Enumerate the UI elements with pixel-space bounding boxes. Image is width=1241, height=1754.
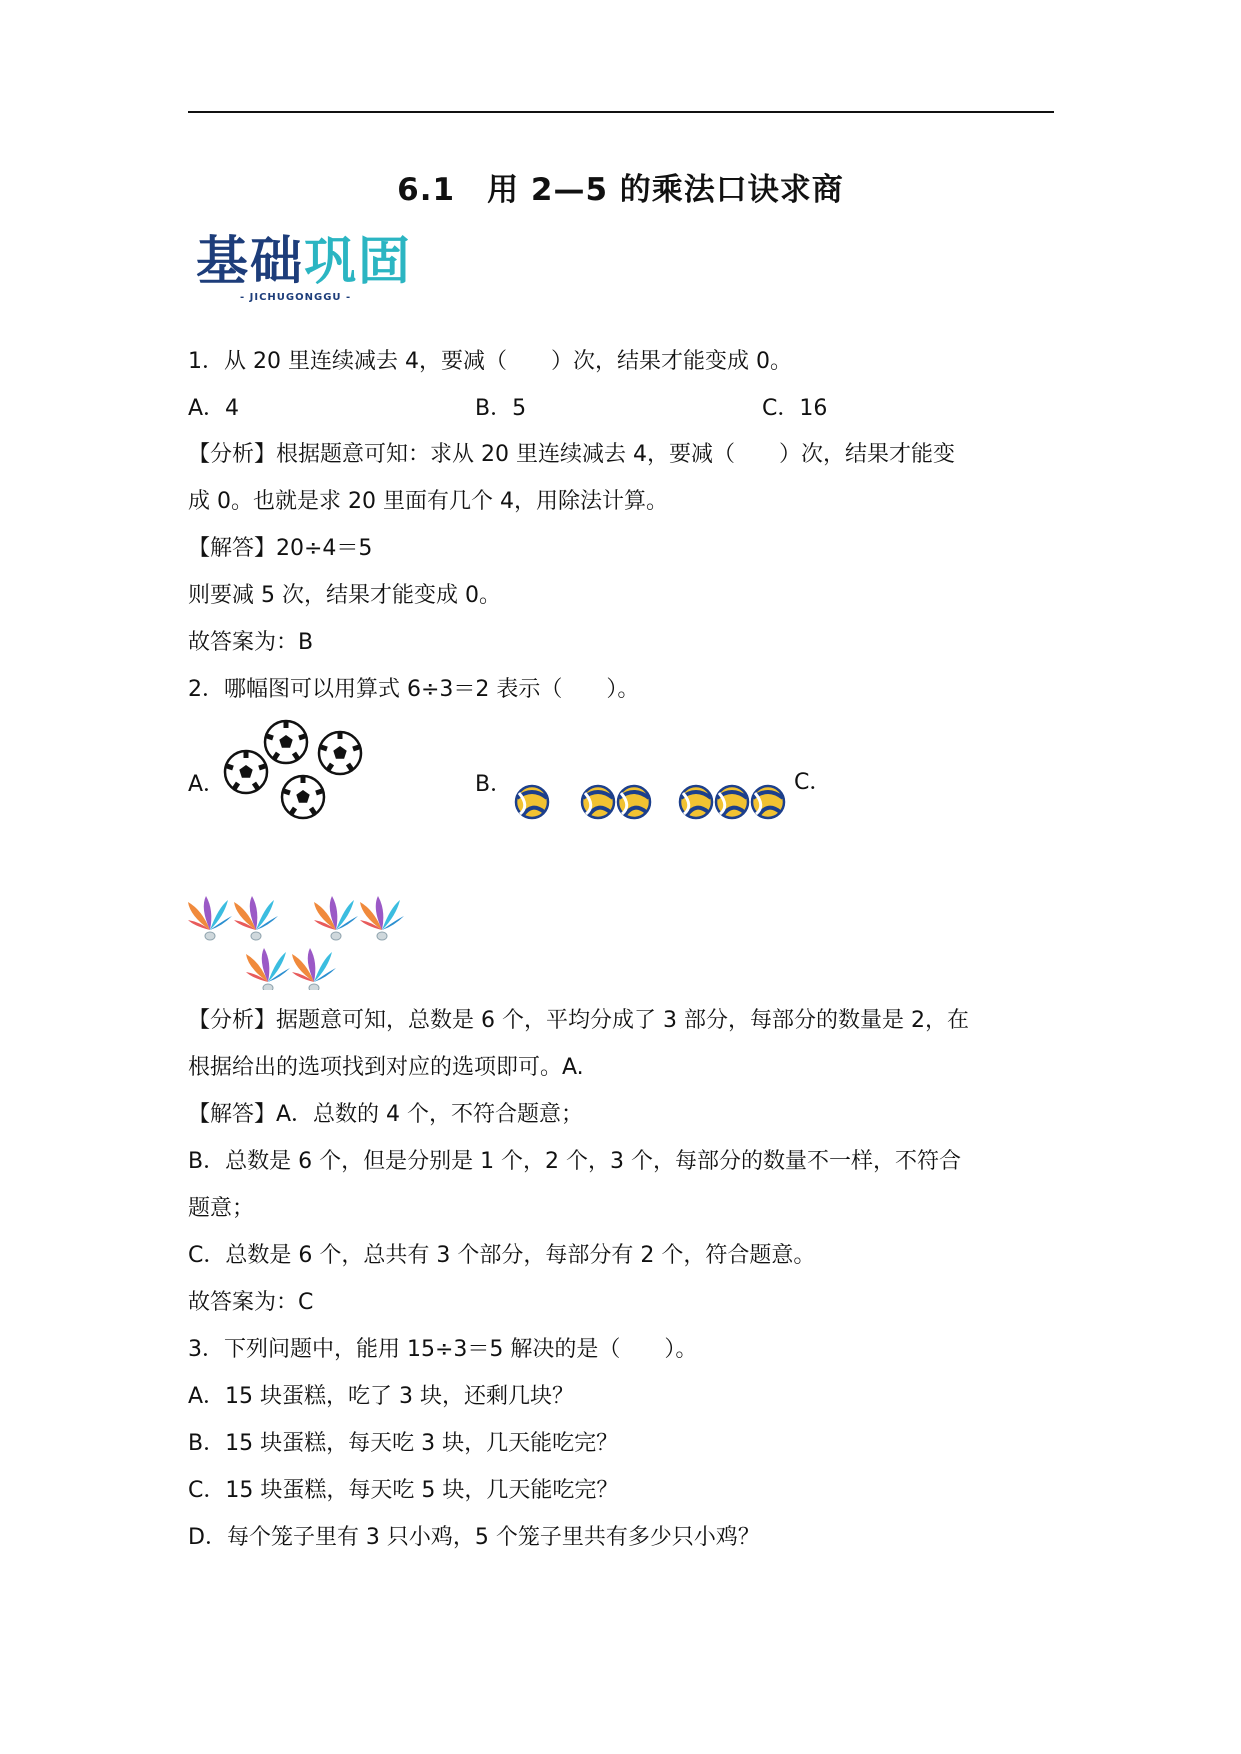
volleyball: [618, 786, 650, 818]
shuttlecock: [314, 896, 358, 940]
q2-analysis-line-2: 根据给出的选项找到对应的选项即可。A.: [188, 1055, 584, 1080]
banner-word-1: 基础: [196, 232, 305, 292]
q2-solution-line-3: 题意；: [188, 1196, 255, 1221]
q1-analysis-line-1: 【分析】根据题意可知：求从 20 里连续减去 4，要减（ ）次，结果才能变: [188, 442, 955, 467]
q1-option-a: A．4: [188, 396, 240, 421]
shuttlecock: [292, 948, 336, 990]
soccer-ball: [282, 776, 324, 818]
soccer-ball: [265, 721, 307, 763]
shuttlecock: [188, 896, 232, 940]
q3-option-a: A．15 块蛋糕，吃了 3 块，还剩几块？: [188, 1384, 575, 1409]
volleyball: [752, 786, 784, 818]
banner-word-2: 巩固: [304, 232, 413, 292]
q3-stem: 3．下列问题中，能用 15÷3＝5 解决的是（ ）。: [188, 1337, 698, 1362]
shuttlecock: [234, 896, 278, 940]
q3-option-b: B．15 块蛋糕，每天吃 3 块，几天能吃完？: [188, 1431, 619, 1456]
volleyball: [582, 786, 614, 818]
soccer-ball: [225, 751, 267, 793]
q2-solution-line-2: B．总数是 6 个，但是分别是 1 个，2 个，3 个，每部分的数量不一样，不符合: [188, 1149, 962, 1174]
shuttlecocks-image: [186, 890, 411, 990]
q2-option-b-label: B．: [475, 772, 513, 797]
page-title: 6.1 用 2—5 的乘法口诀求商: [397, 172, 844, 208]
q3-option-c: C．15 块蛋糕，每天吃 5 块，几天能吃完？: [188, 1478, 619, 1503]
q2-option-c-label: C．: [794, 770, 832, 795]
volleyballs-image: [512, 780, 792, 824]
section-banner: [196, 234, 412, 303]
volleyball: [516, 786, 548, 818]
q2-stem: 2．哪幅图可以用算式 6÷3＝2 表示（ ）。: [188, 677, 640, 702]
q2-solution-line-4: C．总数是 6 个，总共有 3 个部分，每部分有 2 个，符合题意。: [188, 1243, 816, 1268]
q1-stem: 1．从 20 里连续减去 4，要减（ ）次，结果才能变成 0。: [188, 349, 792, 374]
shuttlecock: [246, 948, 290, 990]
volleyball: [716, 786, 748, 818]
q2-option-a-label: A．: [188, 772, 226, 797]
q2-answer: 故答案为：C: [188, 1290, 314, 1315]
q1-analysis-line-2: 成 0。也就是求 20 里面有几个 4，用除法计算。: [188, 489, 668, 514]
q1-answer: 故答案为：B: [188, 630, 314, 655]
q2-analysis-line-1: 【分析】据题意可知，总数是 6 个，平均分成了 3 部分，每部分的数量是 2，在: [188, 1008, 969, 1033]
q1-option-c: C．16: [762, 396, 828, 421]
shuttlecock: [360, 896, 404, 940]
q1-solution-line-2: 则要减 5 次，结果才能变成 0。: [188, 583, 501, 608]
q1-solution-line-1: 【解答】20÷4＝5: [188, 536, 373, 561]
header-rule: [188, 111, 1054, 113]
volleyball: [680, 786, 712, 818]
q3-option-d: D．每个笼子里有 3 只小鸡，5 个笼子里共有多少只小鸡？: [188, 1525, 760, 1550]
q2-solution-line-1: 【解答】A．总数的 4 个，不符合题意；: [188, 1102, 584, 1127]
q1-option-b: B．5: [475, 396, 527, 421]
banner-pinyin: - JICHUGONGGU -: [240, 292, 352, 303]
soccer-ball: [319, 732, 361, 774]
soccer-balls-image: [222, 718, 367, 820]
